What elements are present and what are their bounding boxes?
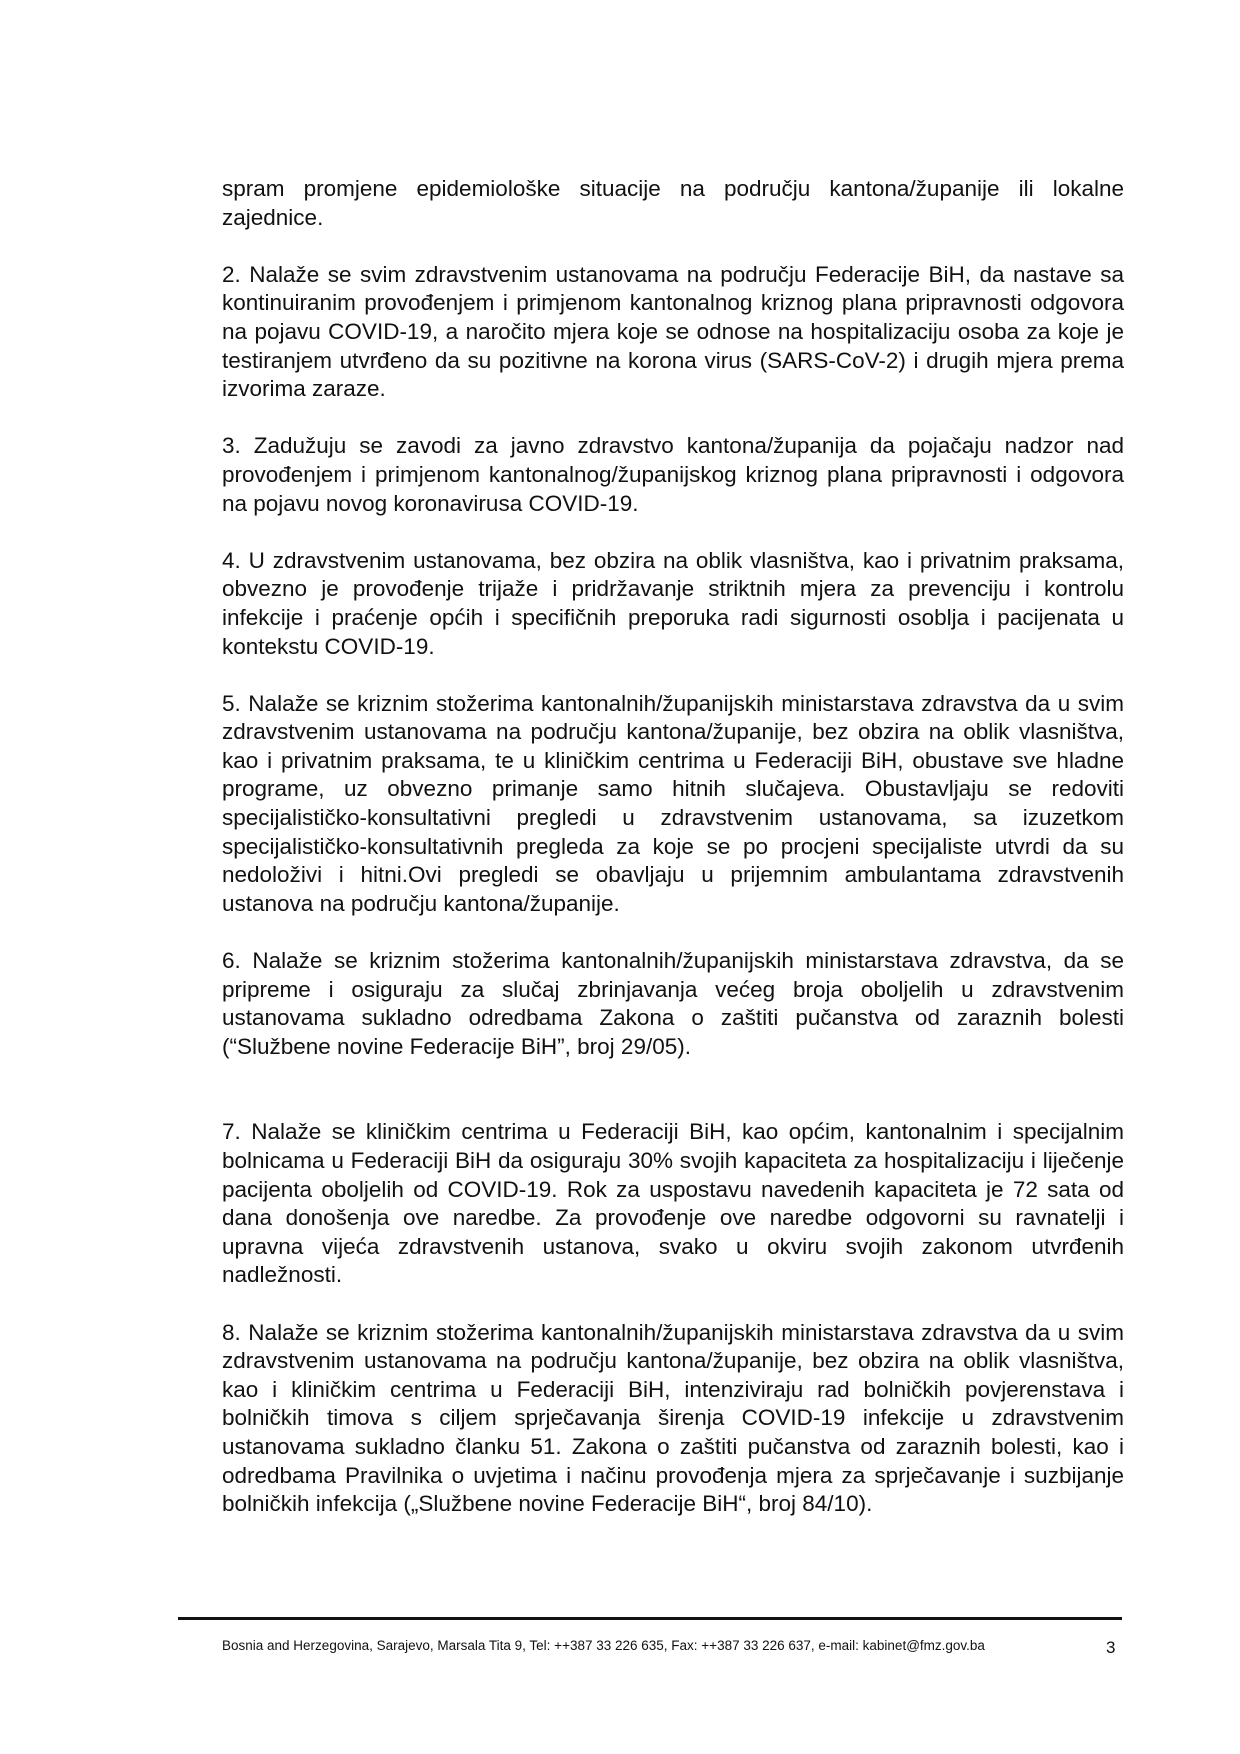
document-body <box>222 175 1124 1519</box>
paragraph-item-8: 8. Nalaže se kriznim stožerima kantonalnih/županijskih ministarstava zdravstva da u svim zdravstvenim ustanovama na području kantona/županije, bez obzira na oblik vlasništva, kao i kliničkim centrima u Federaciji BiH, intenziviraju rad bolničkih povjerenstava i bolničkih timova s ciljem sprječavanja širenja COVID-19 infekcije u zdravstvenim ustanovama sukladno članku 51. Zakona o zaštiti pučanstva od zaraznih bolesti, kao i odredbama Pravilnika o uvjetima i načinu provođenja mjera za sprječavanje i suzbijanje bolničkih infekcija („Službene novine Federacije BiH“, broj 84/10). <box>222 1319 1124 1517</box>
paragraph-spacer <box>222 232 1124 261</box>
footer-contact: Bosnia and Herzegovina, Sarajevo, Marsala Tita 9, Tel: ++387 33 226 635, Fax: ++387 33 226 637, e-mail: kabinet@fmz.gov.ba <box>222 1638 985 1653</box>
paragraph-continuation: spram promjene epidemiološke situacije na području kantona/županije ili lokalne zajednice. <box>222 176 1124 230</box>
paragraph-spacer <box>222 918 1124 947</box>
paragraph-item-7: 7. Nalaže se kliničkim centrima u Federaciji BiH, kao općim, kantonalnim i specijalnim bolnicama u Federaciji BiH da osiguraju 30% svojih kapaciteta za hospitalizaciju i liječenje pacijenta oboljelih od COVID-19. Rok za uspostavu navedenih kapaciteta je 72 sata od dana donošenja ove naredbe. Za provođenje ove naredbe odgovorni su ravnatelji i upravna vijeća zdravstvenih ustanova, svako u okviru svojih zakonom utvrđenih nadležnosti. <box>222 1119 1124 1288</box>
footer-divider <box>178 1617 1122 1620</box>
paragraph-item-4: 4. U zdravstvenim ustanovama, bez obzira na oblik vlasništva, kao i privatnim praksama, obvezno je provođenje trijaže i pridržavanje striktnih mjera za prevenciju i kontrolu infekcije i praćenje općih i specifičnih preporuka radi sigurnosti osoblja i pacijenata u kontekstu COVID-19. <box>222 547 1124 659</box>
paragraph-spacer <box>222 661 1124 690</box>
page-number: 3 <box>1106 1638 1116 1657</box>
paragraph-item-3: 3. Zadužuju se zavodi za javno zdravstvo kantona/županija da pojačaju nadzor nad provođenjem i primjenom kantonalnog/županijskog kriznog plana pripravnosti i odgovora na pojavu novog koronavirusa COVID-19. <box>222 433 1124 516</box>
paragraph-spacer <box>222 404 1124 433</box>
paragraph-item-6: 6. Nalaže se kriznim stožerima kantonalnih/županijskih ministarstava zdravstva, da se pripreme i osiguraju za slučaj zbrinjavanja većeg broja oboljelih u zdravstvenim ustanovama sukladno odredbama Zakona o zaštiti pučanstva od zaraznih bolesti (“Službene novine Federacije BiH”, broj 29/05). <box>222 948 1124 1059</box>
paragraph-item-2: 2. Nalaže se svim zdravstvenim ustanovama na području Federacije BiH, da nastave sa kontinuiranim provođenjem i primjenom kantonalnog kriznog plana pripravnosti odgovora na pojavu COVID-19, a naročito mjera koje se odnose na hospitalizaciju osoba za koje je testiranjem utvrđeno da su pozitivne na korona virus (SARS-CoV-2) i drugih mjera prema izvorima zaraze. <box>222 261 1124 402</box>
paragraph-item-5: 5. Nalaže se kriznim stožerima kantonalnih/županijskih ministarstava zdravstva da u svim zdravstvenim ustanovama na području kantona/županije, bez obzira na oblik vlasništva, kao i privatnim praksama, te u kliničkim centrima u Federaciji BiH, obustave sve hladne programe, uz obvezno primanje samo hitnih slučajeva. Obustavljaju se redoviti specijalističko-konsultativni pregledi u zdravstvenim ustanovama, sa izuzetkom specijalističko-konsultativnih pregleda za koje se po procjeni specijaliste utvrdi da su nedoloživi i hitni.Ovi pregledi se obavljaju u prijemnim ambulantama zdravstvenih ustanova na području kantona/županije. <box>222 690 1124 916</box>
paragraph-spacer <box>222 1290 1124 1319</box>
paragraph-spacer-double <box>222 1061 1124 1118</box>
paragraph-spacer <box>222 518 1124 547</box>
